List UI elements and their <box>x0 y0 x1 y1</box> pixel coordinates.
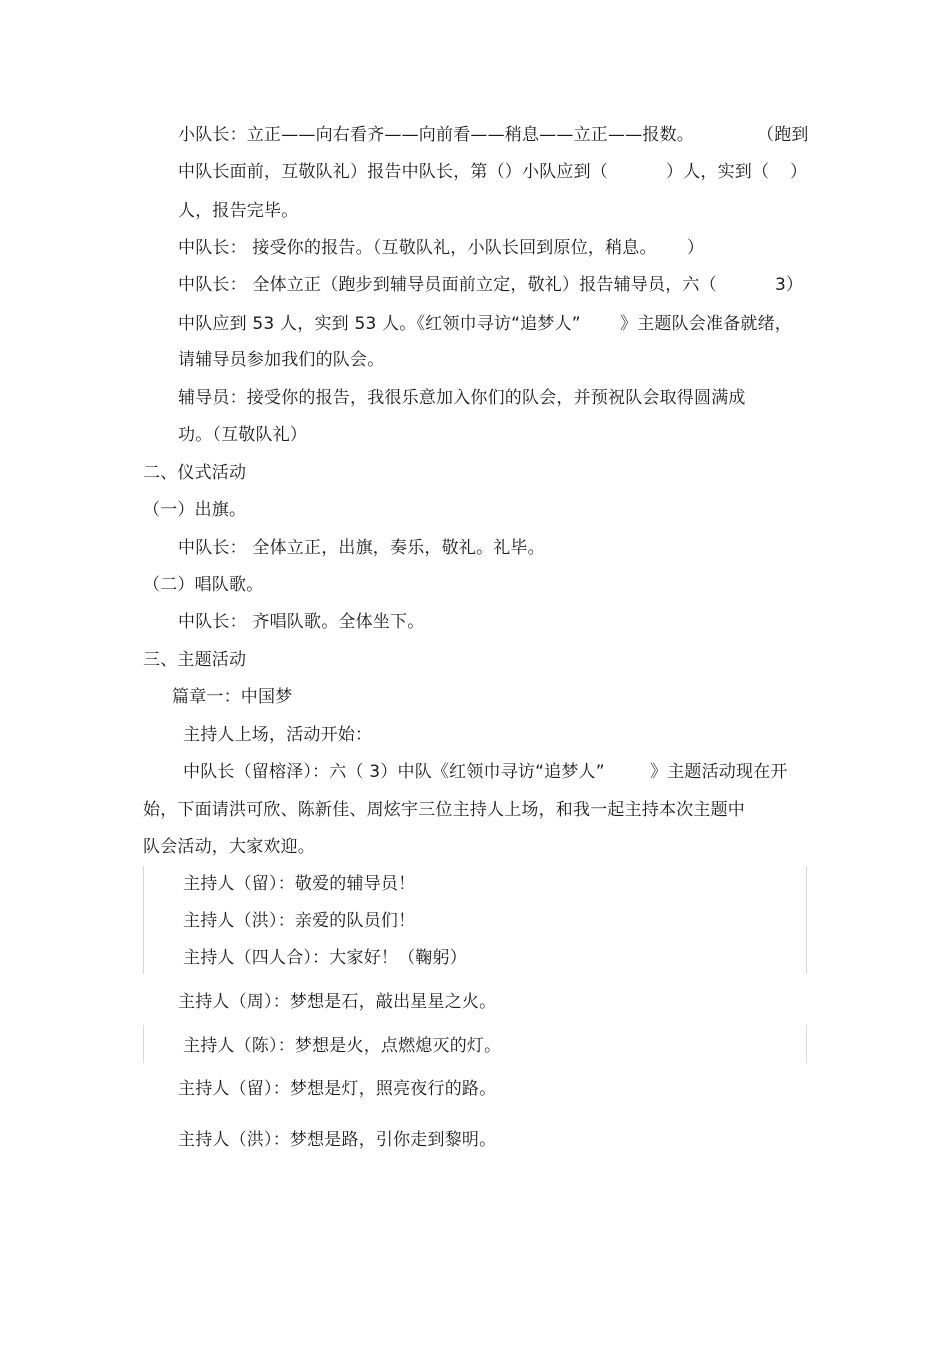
text-line: 中队应到 53 人，实到 53 人。《红领巾寻访“追梦人” <box>178 314 581 334</box>
section-heading: 三、主题活动 <box>143 650 247 670</box>
text-line: 》主题活动现在开 <box>650 762 788 782</box>
text-line: 中队长： 接受你的报告。（互敬队礼，小队长回到原位，稍息。 <box>178 238 657 258</box>
dialogue-line: 主持人（洪）：梦想是路，引你走到黎明。 <box>178 1130 497 1150</box>
text-line: 功。（互敬队礼） <box>178 425 308 445</box>
dialogue-line: 主持人（留）：梦想是灯，照亮夜行的路。 <box>178 1079 497 1099</box>
frame-border-left <box>143 866 144 974</box>
dialogue-line: 主持人（四人合）：大家好！（鞠躬） <box>183 948 467 968</box>
frame-border-right <box>806 866 807 974</box>
subsection-heading: （二）唱队歌。 <box>143 575 264 595</box>
chapter-heading: 篇章一：中国梦 <box>172 687 293 707</box>
text-line: 人，报告完毕。 <box>178 201 299 221</box>
dialogue-line: 主持人（陈）：梦想是火，点燃熄灭的灯。 <box>183 1036 502 1056</box>
text-line: 中队长（留榕泽）：六（ 3）中队《红领巾寻访“追梦人” <box>183 762 605 782</box>
text-line: 辅导员：接受你的报告，我很乐意加入你们的队会，并预祝队会取得圆满成 <box>178 388 746 408</box>
section-heading: 二、仪式活动 <box>143 463 247 483</box>
text-line: 中队长： 全体立正，出旗，奏乐，敬礼。礼毕。 <box>178 538 545 558</box>
text-line: （跑到 <box>757 125 809 145</box>
text-line: ） <box>687 238 705 258</box>
text-line: 中队长： 全体立正（跑步到辅导员面前立定，敬礼）报告辅导员，六（ <box>178 275 717 295</box>
text-line: 请辅导员参加我们的队会。 <box>178 350 385 370</box>
text-line: 中队长： 齐唱队歌。全体坐下。 <box>178 612 425 632</box>
subsection-heading: （一）出旗。 <box>143 500 247 520</box>
dialogue-line: 主持人（洪）：亲爱的队员们！ <box>183 911 416 931</box>
text-line: 始，下面请洪可欣、陈新佳、周炫宇三位主持人上场，和我一起主持本次主题中 <box>143 800 745 820</box>
text-line: 小队长：立正——向右看齐——向前看——稍息——立正——报数。 <box>178 125 694 145</box>
text-line: ）人，实到（ <box>666 162 770 182</box>
text-line: ） <box>790 162 808 182</box>
text-line: 》主题队会准备就绪， <box>620 314 792 334</box>
text-line: 主持人上场，活动开始： <box>183 725 373 745</box>
text-line: 队会活动，大家欢迎。 <box>143 837 315 857</box>
text-line: 3） <box>775 275 804 295</box>
text-line: 中队长面前，互敬队礼）报告中队长，第（）小队应到（ <box>178 162 608 182</box>
dialogue-line: 主持人（留）：敬爱的辅导员！ <box>183 874 416 894</box>
frame-border-left <box>143 1025 144 1063</box>
dialogue-line: 主持人（周）：梦想是石，敲出星星之火。 <box>178 992 497 1012</box>
frame-border-right <box>806 1025 807 1063</box>
